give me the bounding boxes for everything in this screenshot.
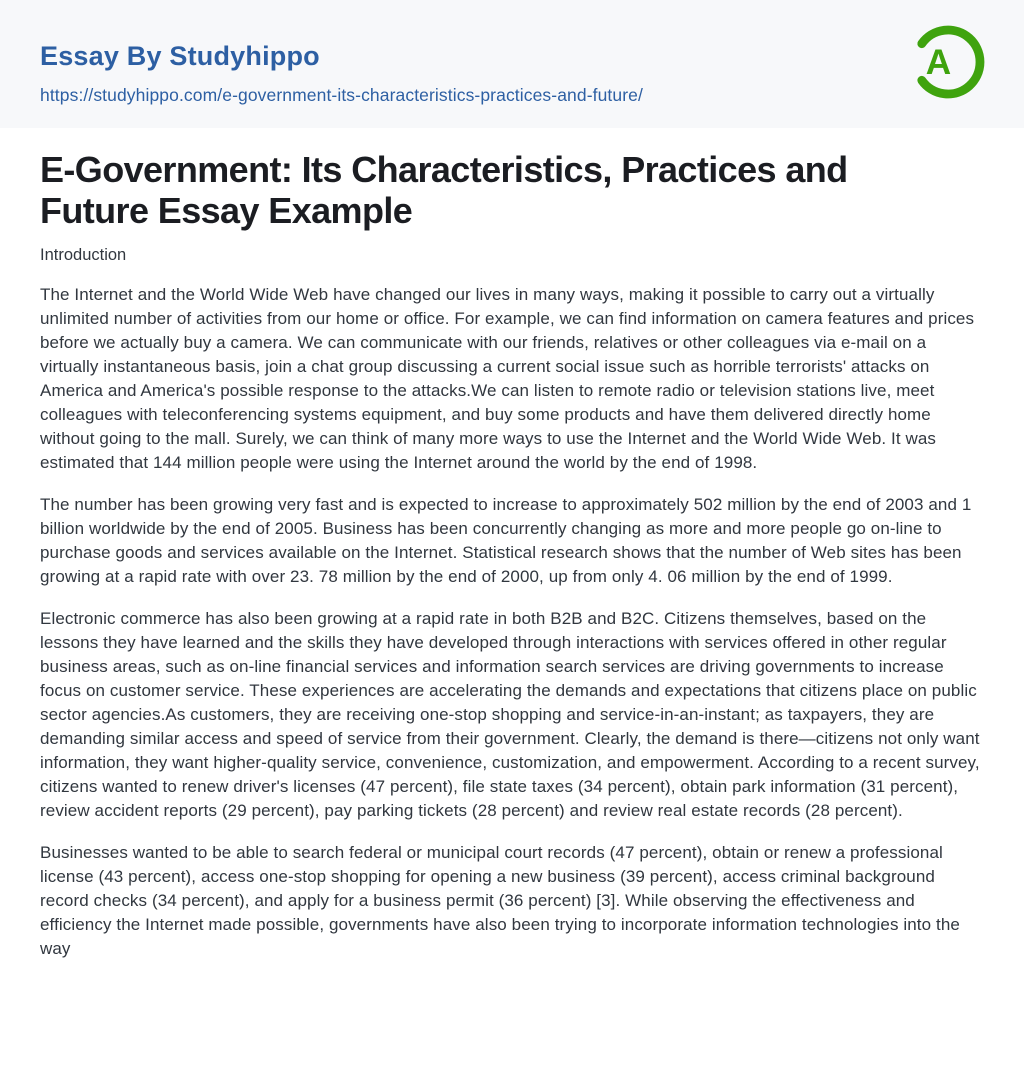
page-header [0, 0, 1024, 128]
essay-title-line-2: Future Essay Example [40, 190, 413, 231]
studyhippo-logo [908, 22, 988, 102]
site-title: Essay By Studyhippo [40, 41, 320, 71]
essay-paragraph-1: The Internet and the World Wide Web have changed our lives in many ways, making it possible to carry out a virtually unlimited number of activities from our home or office. For example, we can find information on camera features and prices before we actually buy a camera. We can communicate with our friends, relatives or other colleagues via e-mail on a virtually instantaneous basis, join a chat group discussing a current social issue such as horrible terrorists' attacks on America and America's possible response to the attacks.We can listen to remote radio or television stations live, meet colleagues with teleconferencing systems equipment, and buy some products and have them delivered directly home without going to the mall. Surely, we can think of many more ways to use the Internet and the World Wide Web. It was estimated that 144 million people were using the Internet around the world by the end of 1998. [40, 285, 975, 472]
essay-paragraph-3: Electronic commerce has also been growing at a rapid rate in both B2B and B2C. Citizens themselves, based on the lessons they have learned and the skills they have developed through interactions with services offered in other regular business areas, such as on-line financial services and information search services are driving governments to increase focus on customer service. These experiences are accelerating the demands and expectations that citizens place on public sector agencies.As customers, they are receiving one-stop shopping and service-in-an-instant; as taxpayers, they are demanding similar access and speed of service from their government. Clearly, the demand is there—citizens not only want information, they want higher-quality service, convenience, customization, and empowerment. According to a recent survey, citizens wanted to renew driver's licenses (47 percent), file state taxes (34 percent), obtain park information (31 percent), review accident reports (29 percent), pay parking tickets (28 percent) and review real estate records (28 percent). [40, 609, 980, 820]
logo-letter: A [925, 43, 952, 82]
open-circle-logo-icon [908, 22, 988, 102]
essay-paragraph-2: The number has been growing very fast and is expected to increase to approximately 502 million by the end of 2003 and 1 billion worldwide by the end of 2005. Business has been concurrently changing as more and more people go on-line to purchase goods and services available on the Internet. Statistical research shows that the number of Web sites has been growing at a rapid rate with over 23. 78 million by the end of 2000, up from only 4. 06 million by the end of 1999. [40, 495, 972, 586]
essay-paragraph-4: Businesses wanted to be able to search federal or municipal court records (47 percent), obtain or renew a professional license (43 percent), access one-stop shopping for opening a new business (39 percent), access criminal background record checks (34 percent), and apply for a business permit (36 percent) [3]. While observing the effectiveness and efficiency the Internet made possible, governments have also been trying to incorporate information technologies into the way [40, 843, 960, 958]
section-label-introduction: Introduction [40, 246, 127, 264]
essay-title [40, 149, 984, 231]
essay-title-line-1: E-Government: Its Characteristics, Practices and [40, 149, 848, 190]
essay-url-link[interactable]: https://studyhippo.com/e-government-its-characteristics-practices-and-future/ [40, 85, 643, 105]
essay-content [0, 128, 1024, 961]
